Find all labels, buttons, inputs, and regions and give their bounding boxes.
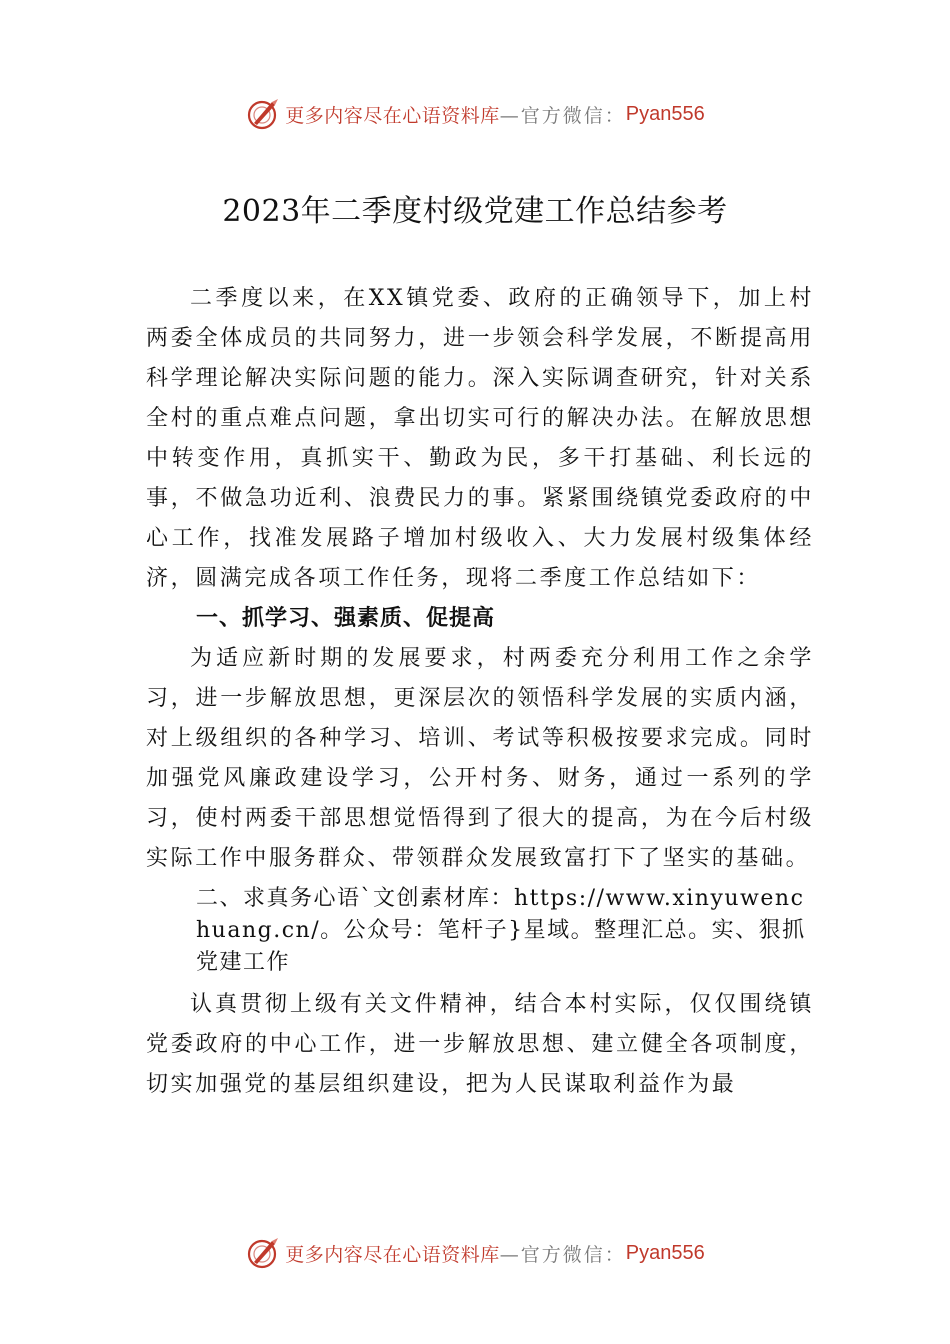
section-2-heading: 二、求真务心语`文创素材库：https://www.xinyuwenchuang.cn/。公众号：笔杆子}星域。整理汇总。实、狠抓党建工作 (196, 886, 806, 975)
document-body (146, 279, 814, 1105)
document-title: 2023年二季度村级党建工作总结参考 (222, 194, 728, 229)
banner-wechat-id: Pyan556 (625, 102, 705, 125)
section-1-heading: 一、抓学习、强素质、促提高 (196, 606, 496, 631)
section-2-paragraph: 认真贯彻上级有关文件精神，结合本村实际，仅仅围绕镇党委政府的中心工作，进一步解放思想、建立健全各项制度，切实加强党的基层组织建设，把为人民谋取利益作为最 (146, 992, 814, 1097)
footer-watermark-banner (0, 1233, 950, 1273)
banner-official-text: —官方微信： (499, 104, 626, 127)
quill-logo-icon (245, 1235, 281, 1271)
banner-official-text: —官方微信： (499, 1243, 626, 1266)
banner-brand-text: 更多内容尽在心语资料库 (285, 1243, 500, 1266)
section-1-paragraph: 为适应新时期的发展要求，村两委充分利用工作之余学习，进一步解放思想，更深层次的领悟科学发展的实质内涵，对上级组织的各种学习、培训、考试等积极按要求完成。同时加强党风廉政建设学习，公开村务、财务，通过一系列的学习，使村两委干部思想觉悟得到了很大的提高，为在今后村级实际工作中服务群众、带领群众发展致富打下了坚实的基础。 (146, 646, 814, 871)
header-watermark-banner (0, 94, 950, 134)
banner-wechat-id: Pyan556 (625, 1241, 705, 1264)
quill-logo-icon (245, 96, 281, 132)
intro-paragraph: 二季度以来，在XX镇党委、政府的正确领导下，加上村两委全体成员的共同努力，进一步领会科学发展，不断提高用科学理论解决实际问题的能力。深入实际调查研究，针对关系全村的重点难点问题，拿出切实可行的解决办法。在解放思想中转变作用，真抓实干、勤政为民，多干打基础、利长远的事，不做急功近利、浪费民力的事。紧紧围绕镇党委政府的中心工作，找准发展路子增加村级收入、大力发展村级集体经济，圆满完成各项工作任务，现将二季度工作总结如下： (146, 286, 814, 591)
banner-brand-text: 更多内容尽在心语资料库 (285, 104, 500, 127)
